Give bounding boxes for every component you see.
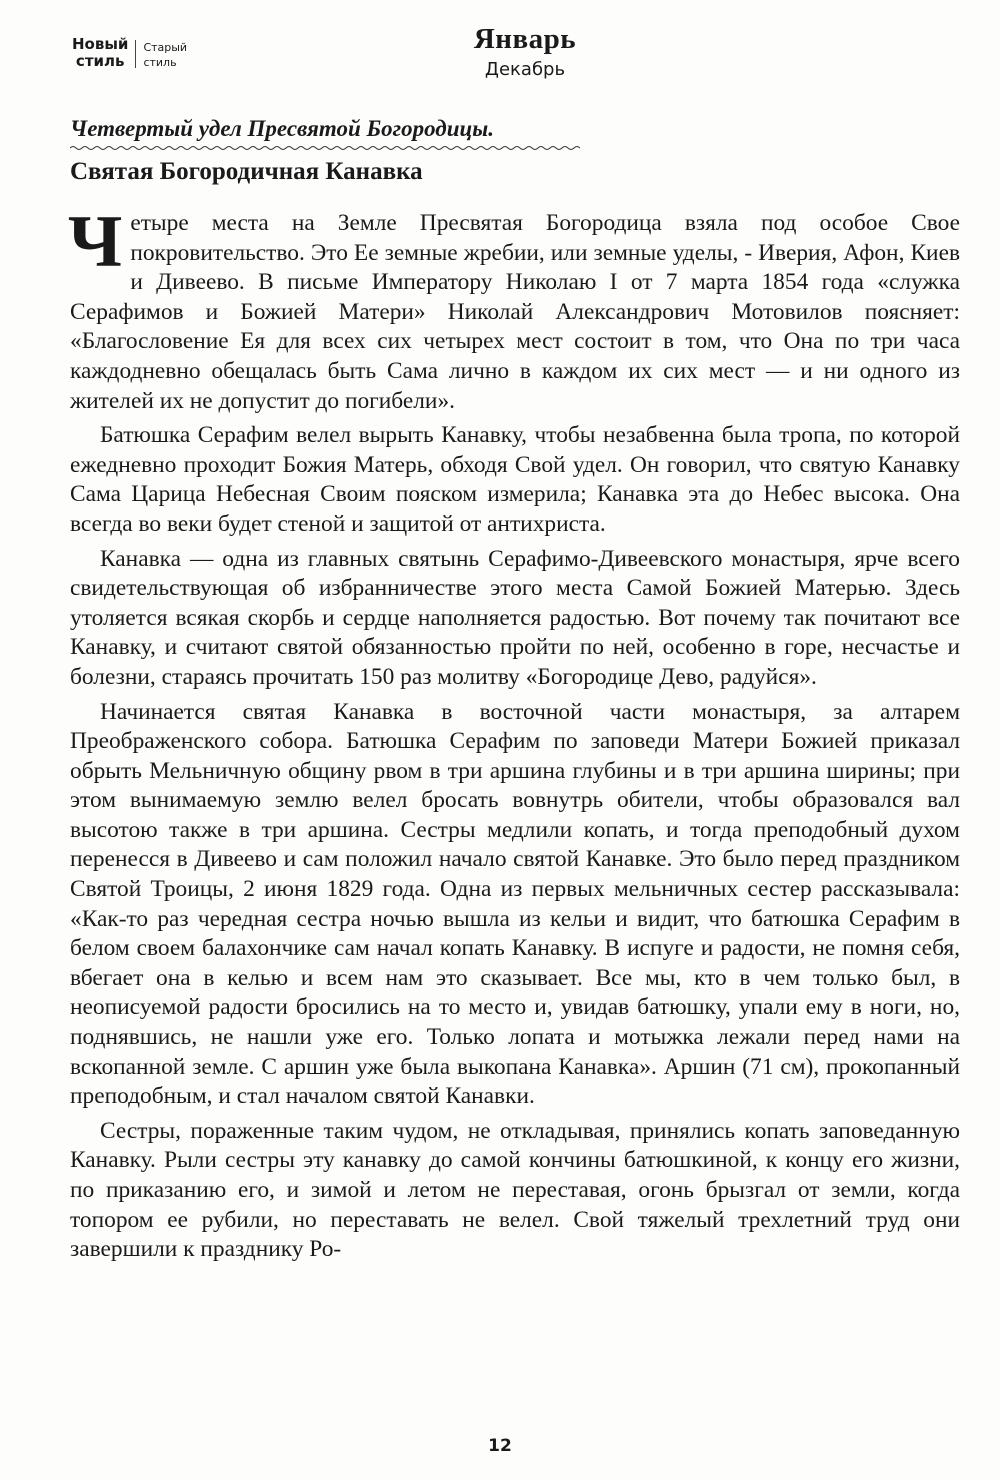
paragraph-1-text: етыре места на Земле Пресвятая Богородица взяла под особое Свое покровительство. Это Ее земные жребии, или земные уделы, - Иверия, Афон, Киев и Дивеево. В письме Императору Николаю I от 7 марта 1854 года «служка Серафимов и Божией Матери» Николай Александрович Мотовилов поясняет: «Благословение Ея для всех сих четырех мест состоит в том, что Она по три часа каждодневно обещалась быть Сама лично в каждом их сих мест — и ни одного из жителей их не допустит до погибели».: [70, 210, 960, 414]
article-body: [68, 201, 960, 1265]
page-header: [0, 0, 1000, 100]
wavy-underline: [70, 145, 580, 151]
drop-cap: Ч: [68, 201, 123, 283]
paragraph-1: [68, 201, 960, 416]
paragraph-5: Сестры, пораженные таким чудом, не откладывая, принялись копать заповеданную Канавку. Рыли сестры эту канавку до самой кончины батюшкиной, к концу его жизни, по приказанию его, и зимой и летом не переставая, огонь брызгал от земли, когда топором ее рубили, но переставать не велел. Свой тяжелый трехлетний труд они завершили к празднику Ро-: [70, 1117, 960, 1263]
article-subtitle: Четвертый удел Пресвятой Богородицы.: [70, 116, 494, 141]
paragraph-2: Батюшка Серафим велел вырыть Канавку, чтобы незабвенна была тропа, по которой ежедневно проходит Божия Матерь, обходя Свой удел. Он говорил, что святую Канавку Сама Царица Небесная Своим пояском измерила; Канавка эта до Небес высока. Она всегда во веки будет стеной и защитой от антихриста.: [70, 422, 960, 537]
paragraph-4: Начинается святая Канавка в восточной части монастыря, за алтарем Преображенского собора. Батюшка Серафим по заповеди Матери Божией приказал обрыть Мельничную общину рвом в три аршина глубины и в три аршина ширины; при этом вынимаемую землю велел бросать вовнутрь обители, чтобы образовался вал высотою также в три аршина. Сестры медлили копать, и тогда преподобный духом перенесся в Дивеево и сам положил начало святой Канавке. Это было перед праздником Святой Троицы, 2 июня 1829 года. Одна из первых мельничных сестер рассказывала: «Как-то раз чередная сестра ночью вышла из кельи и видит, что батюшка Серафим в белом своем балахончике сам начал копать Канавку. В испуге и радости, не помня себя, вбегает она в келью и всем нам это сказывает. Все мы, кто в чем только был, в неописуемой радости бросились на то место и, увидав батюшку, упали ему в ноги, но, поднявшись, не нашли уже его. Только лопата и мотыжка лежали перед нами на вскопанной земле. С аршин уже была выкопана Канавка». Аршин (71 см), прокопанный преподобным, и стал началом святой Канавки.: [70, 698, 960, 1110]
page-number: 12: [488, 1436, 512, 1456]
article-title: Святая Богородичная Канавка: [70, 158, 423, 185]
old-style-line1: Старый: [143, 41, 188, 54]
new-style-line2: стиль: [75, 52, 125, 70]
month-old-style: Декабрь: [484, 59, 566, 80]
old-style-line2: стиль: [143, 56, 177, 69]
new-style-line1: Новый: [72, 35, 129, 53]
month-new-style: Январь: [473, 23, 577, 55]
article: [70, 115, 960, 1270]
month-heading: [0, 22, 1000, 82]
paragraph-3: Канавка — одна из главных святынь Серафимо-Дивеевского монастыря, ярче всего свидетельствующая об избранничестве этого места Самой Божией Матерью. Здесь утоляется всякая скорбь и сердце наполняется радостью. Вот почему так почитают все Канавку, и считают святой обязанностью пройти по ней, особенно в горе, несчастье и болезни, стараясь прочитать 150 раз молитву «Богородице Дево, радуйся».: [70, 545, 960, 690]
